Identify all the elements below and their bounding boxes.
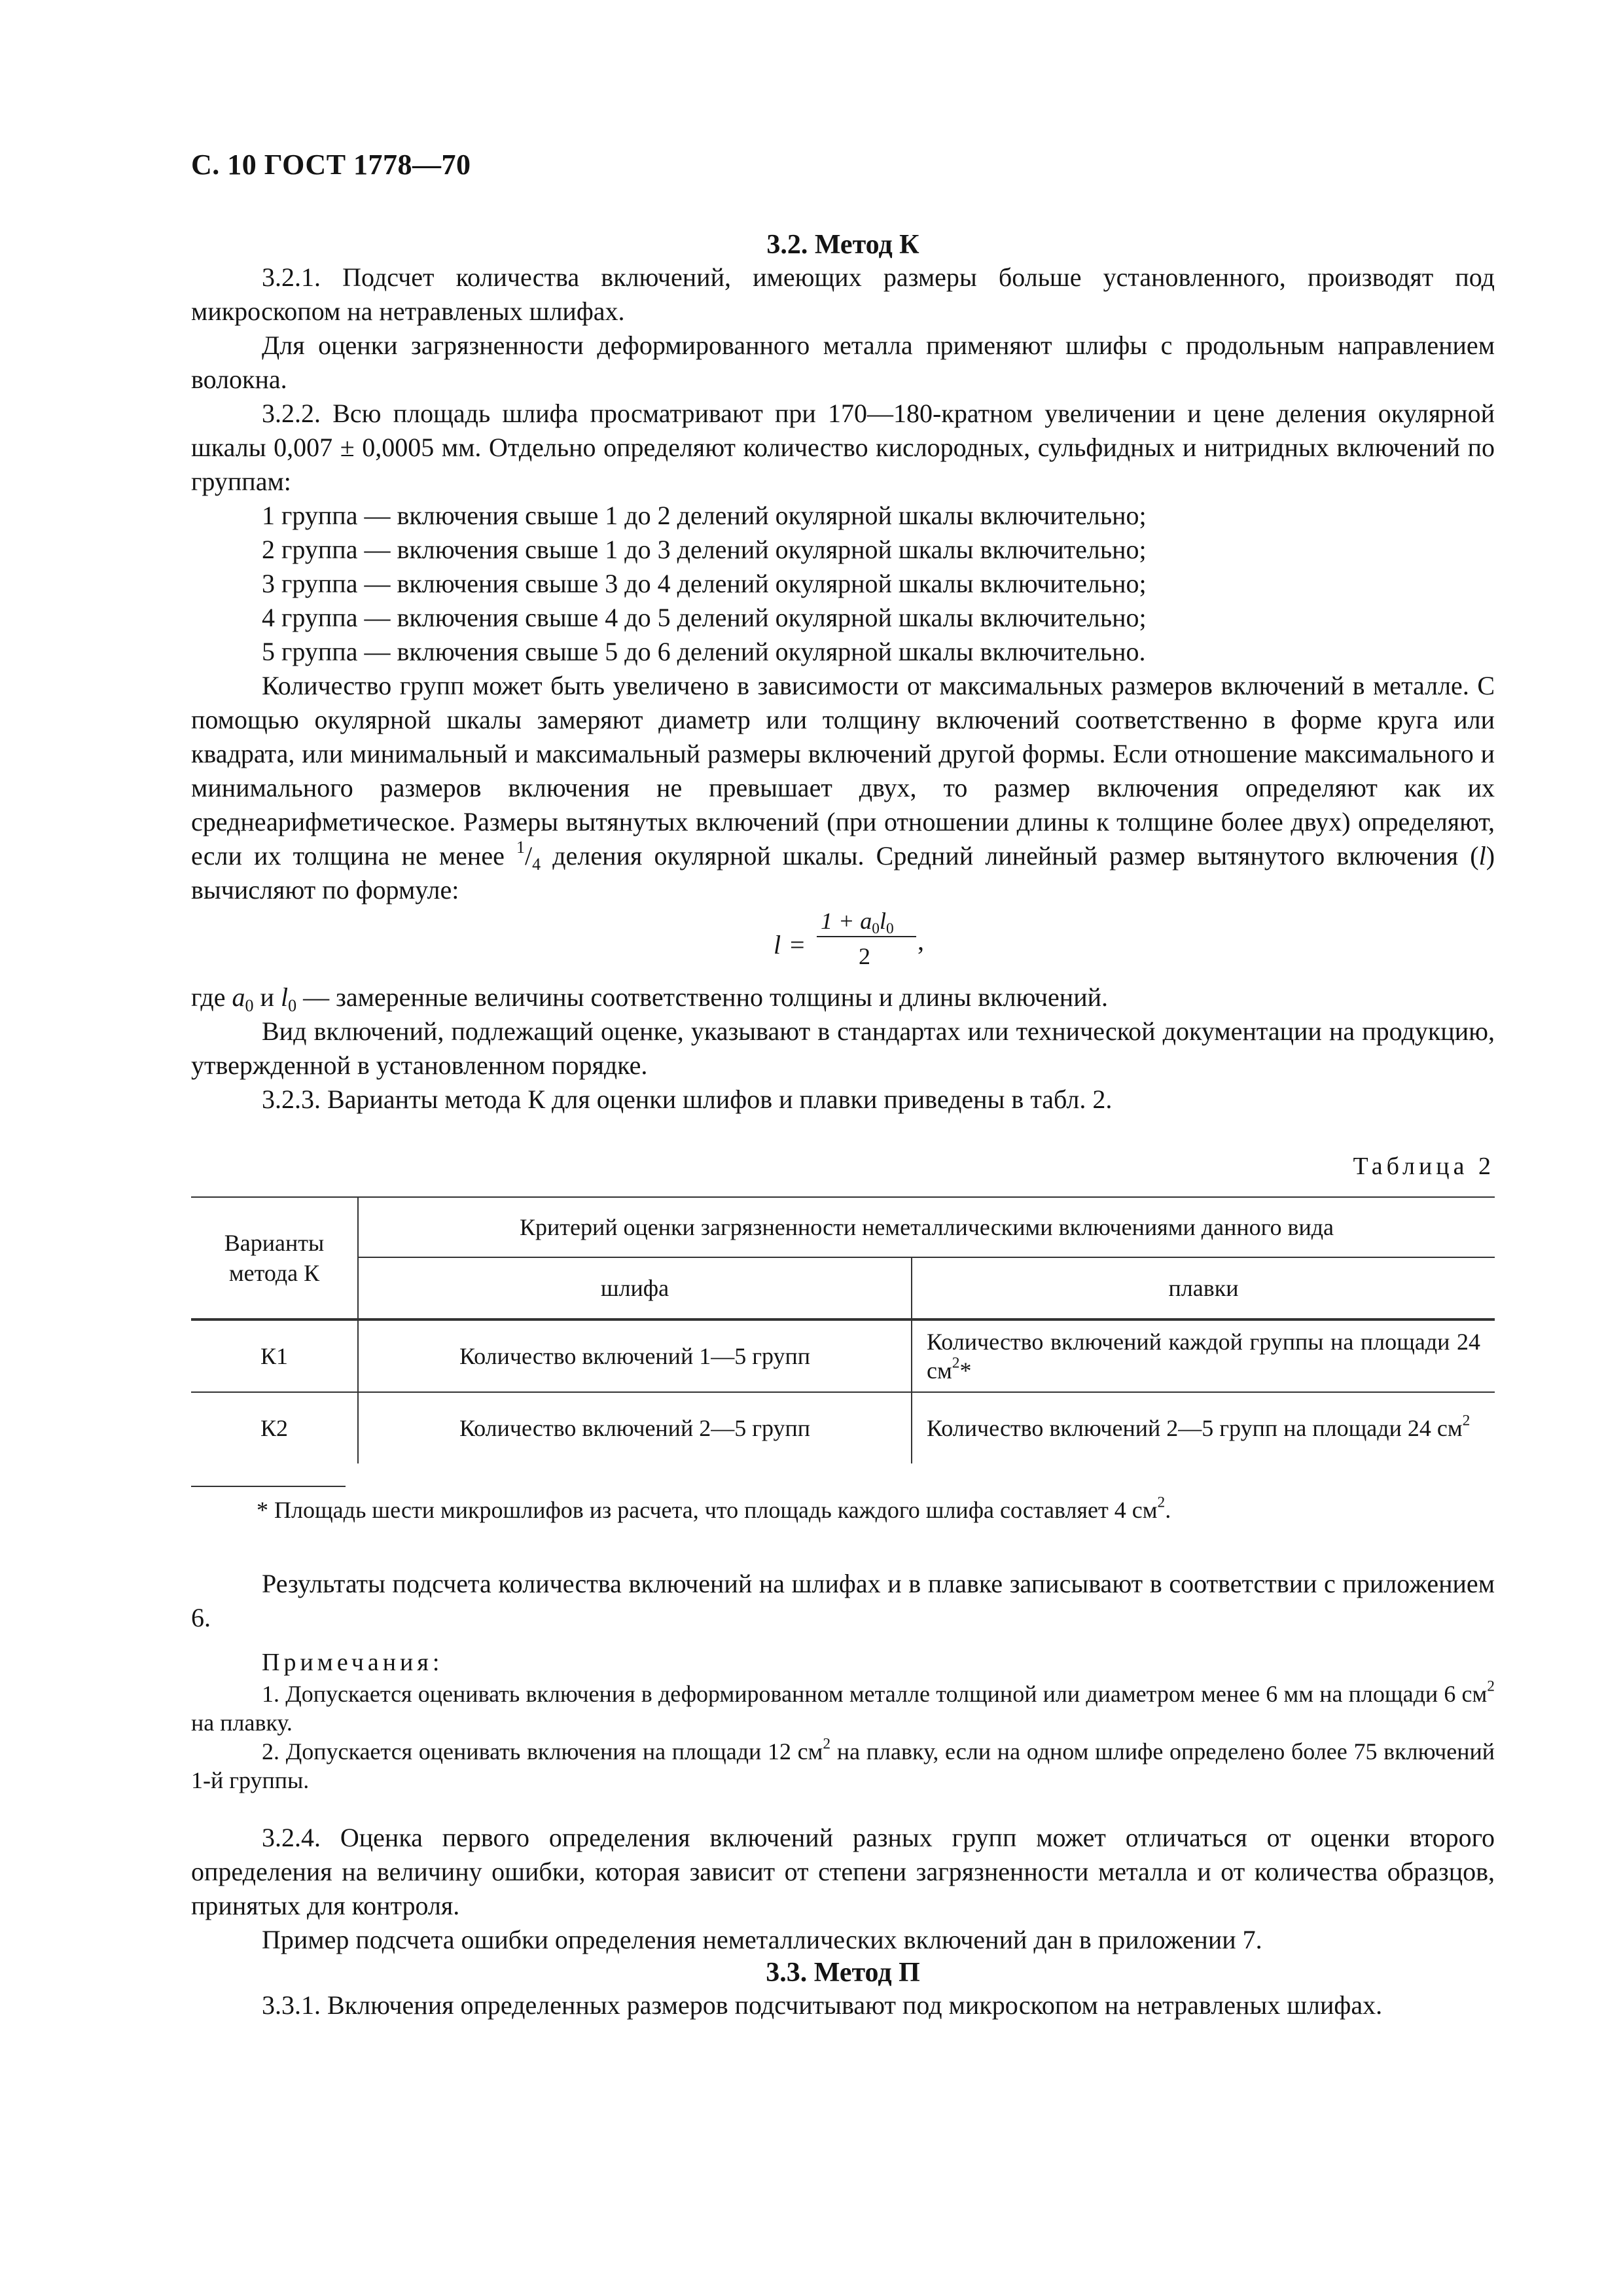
formula-numerator — [821, 907, 894, 938]
where-var-a: a — [232, 982, 245, 1012]
formula-equals: = — [790, 930, 805, 960]
table-row — [191, 1392, 1495, 1463]
paragraph-3-2-2: 3.2.2. Всю площадь шлифа просматривают при 170—180-кратном увеличении и цене деления окулярной шкалы 0,007 ± 0,0005 мм. Отдельно определяют количество кислородных, сульфидных и нитридных включений по группам: — [191, 399, 1495, 496]
formula-lhs: l — [774, 930, 781, 960]
footnote — [257, 1496, 1495, 1524]
footnote-rule — [191, 1486, 346, 1487]
where-and: и — [253, 982, 281, 1012]
paragraph-3-2-1: 3.2.1. Подсчет количества включений, имеющих размеры больше установленного, производят под микроскопом на нетравленых шлифах. — [191, 262, 1495, 326]
paragraph-3-2-4: 3.2.4. Оценка первого определения включений разных групп может отличаться от оценки второго определения на величину ошибки, которая зависит от степени загрязненности металла и от количества образцов, принятых для контроля. — [191, 1823, 1495, 1920]
group-item: 3 группа — включения свыше 3 до 4 делений окулярной шкалы включительно; — [262, 569, 1147, 598]
group-sizes-text-a: Количество групп может быть увеличено в зависимости от максимальных размеров включений в металле. С помощью окулярной шкалы замеряют диаметр или толщину включений соответственно в форме круга или квадрата, или минимальный и максимальный размеры включений другой формы. Если отношение максимального и минимального размеров включения не превышает двух, то размер включения определяют как их среднеарифметическое. Размеры вытянутых включений (при отношении длины к толщине более двух) определяют, если их толщина не менее — [191, 671, 1495, 870]
table-caption: Таблица 2 — [1353, 1153, 1495, 1180]
formula-num-a: 1 + a — [821, 908, 872, 934]
table-cell-plavka — [912, 1319, 1495, 1392]
plavka-text: Количество включений каждой группы на площади 24 см — [927, 1329, 1480, 1384]
section-title-3-3: 3.3. Метод П — [766, 1958, 920, 1988]
group-sizes-text-c: ) вычисляют по формуле: — [191, 841, 1495, 905]
note-2-sup: 2 — [823, 1735, 831, 1753]
table-header-variants: Варианты метода К — [191, 1197, 358, 1319]
formula-denominator: 2 — [859, 943, 870, 969]
table-cell-plavka — [912, 1392, 1495, 1463]
notes-title: Примечания: — [262, 1649, 444, 1676]
paragraph-inclusion-kind: Вид включений, подлежащий оценке, указывают в стандартах или технической документации на продукцию, утвержденной в установленном порядке. — [191, 1016, 1495, 1080]
table-cell-shlif: Количество включений 1—5 групп — [358, 1319, 912, 1392]
formula — [191, 907, 1495, 980]
paragraph-deformed-metal: Для оценки загрязненности деформированного металла применяют шлифы с продольным направлением волокна. — [191, 331, 1495, 394]
where-sub-l: 0 — [288, 996, 297, 1015]
length-variable: l — [1478, 841, 1486, 870]
formula-comma: , — [918, 926, 924, 956]
table-header-criterion: Критерий оценки загрязненности неметаллическими включениями данного вида — [358, 1197, 1495, 1257]
paragraph-3-2-3: 3.2.3. Варианты метода К для оценки шлифов и плавки приведены в табл. 2. — [262, 1085, 1113, 1114]
note-1-sup: 2 — [1487, 1677, 1495, 1695]
group-item: 5 группа — включения свыше 5 до 6 делений окулярной шкалы включительно. — [262, 637, 1146, 666]
note-1 — [191, 1679, 1495, 1737]
where-sub-a: 0 — [245, 996, 254, 1015]
group-item: 2 группа — включения свыше 1 до 3 делений окулярной шкалы включительно; — [262, 535, 1147, 564]
table-cell-variant: К2 — [260, 1415, 288, 1441]
plavka-sup: 2 — [952, 1354, 960, 1372]
formula-num-l: l — [880, 908, 887, 934]
formula-fraction-bar — [817, 936, 916, 937]
where-prefix: где — [191, 982, 232, 1012]
plavka-mark: * — [959, 1357, 972, 1384]
formula-sub-a: 0 — [872, 920, 880, 938]
plavka-text: Количество включений 2—5 групп на площади 24 см — [927, 1415, 1463, 1441]
fraction-denominator: 4 — [532, 854, 541, 874]
table-2 — [191, 1196, 1495, 1463]
fraction-numerator: 1 — [516, 837, 525, 857]
note-1-text: 1. Допускается оценивать включения в деформированном металле толщиной или диаметром менее 6 мм на площади 6 см — [262, 1681, 1488, 1707]
paragraph-group-sizes: Количество групп может быть увеличено в зависимости от максимальных размеров включений в металле. С помощью окулярной шкалы замеряют диаметр или толщину включений соответственно в форме круга или квадрата, или минимальный и максимальный размеры включений другой формы. Если отношение максимального и минимального размеров включения не превышает двух, то размер включения определяют как их среднеарифметическое. Размеры вытянутых включений (при отношении длины к толщине более двух) определяют, если их толщина не менее $^1/_4$ деления окулярной шкалы. Средний линейный размер вытянутого включения (l) вычисляют по формуле: — [191, 671, 1495, 905]
footnote-sup: 2 — [1157, 1494, 1166, 1511]
note-2-end: на плавку, если на одном шлифе определено более 75 включений 1-й группы. — [191, 1738, 1495, 1793]
where-rest: — замеренные величины соответственно толщины и длины включений. — [296, 982, 1109, 1012]
plavka-sup: 2 — [1462, 1412, 1471, 1429]
group-item: 1 группа — включения свыше 1 до 2 делений окулярной шкалы включительно; — [262, 501, 1147, 530]
note-2 — [191, 1737, 1495, 1795]
section-title-3-2: 3.2. Метод К — [766, 230, 919, 260]
table-header-shlif: шлифа — [358, 1257, 912, 1319]
where-var-l: l — [280, 982, 289, 1012]
paragraph-example: Пример подсчета ошибки определения неметаллических включений дан в приложении 7. — [262, 1925, 1262, 1954]
page-header: С. 10 ГОСТ 1778—70 — [191, 149, 471, 181]
note-2-text: 2. Допускается оценивать включения на площади 12 см — [262, 1738, 823, 1765]
paragraph-where — [191, 980, 1495, 1014]
group-list — [191, 499, 1495, 669]
table-row — [191, 1319, 1495, 1392]
page-body — [191, 229, 1495, 2022]
formula-sub-l: 0 — [886, 920, 894, 938]
table-cell-shlif: Количество включений 2—5 групп — [358, 1392, 912, 1463]
note-1-end: на плавку. — [191, 1710, 293, 1736]
group-item: 4 группа — включения свыше 4 до 5 делений окулярной шкалы включительно; — [262, 603, 1147, 632]
paragraph-results: Результаты подсчета количества включений на шлифах и в плавке записывают в соответствии с приложением 6. — [191, 1569, 1495, 1632]
paragraph-3-3-1: 3.3.1. Включения определенных размеров подсчитывают под микроскопом на нетравленых шлифах. — [262, 1990, 1383, 2020]
table-header-plavka: плавки — [912, 1257, 1495, 1319]
footnote-end: . — [1165, 1497, 1171, 1523]
footnote-text: * Площадь шести микрошлифов из расчета, что площадь каждого шлифа составляет 4 см — [257, 1497, 1158, 1523]
table-cell-variant: К1 — [260, 1343, 288, 1369]
group-sizes-text-b: деления окулярной шкалы. Средний линейный размер вытянутого включения ( — [552, 841, 1479, 870]
